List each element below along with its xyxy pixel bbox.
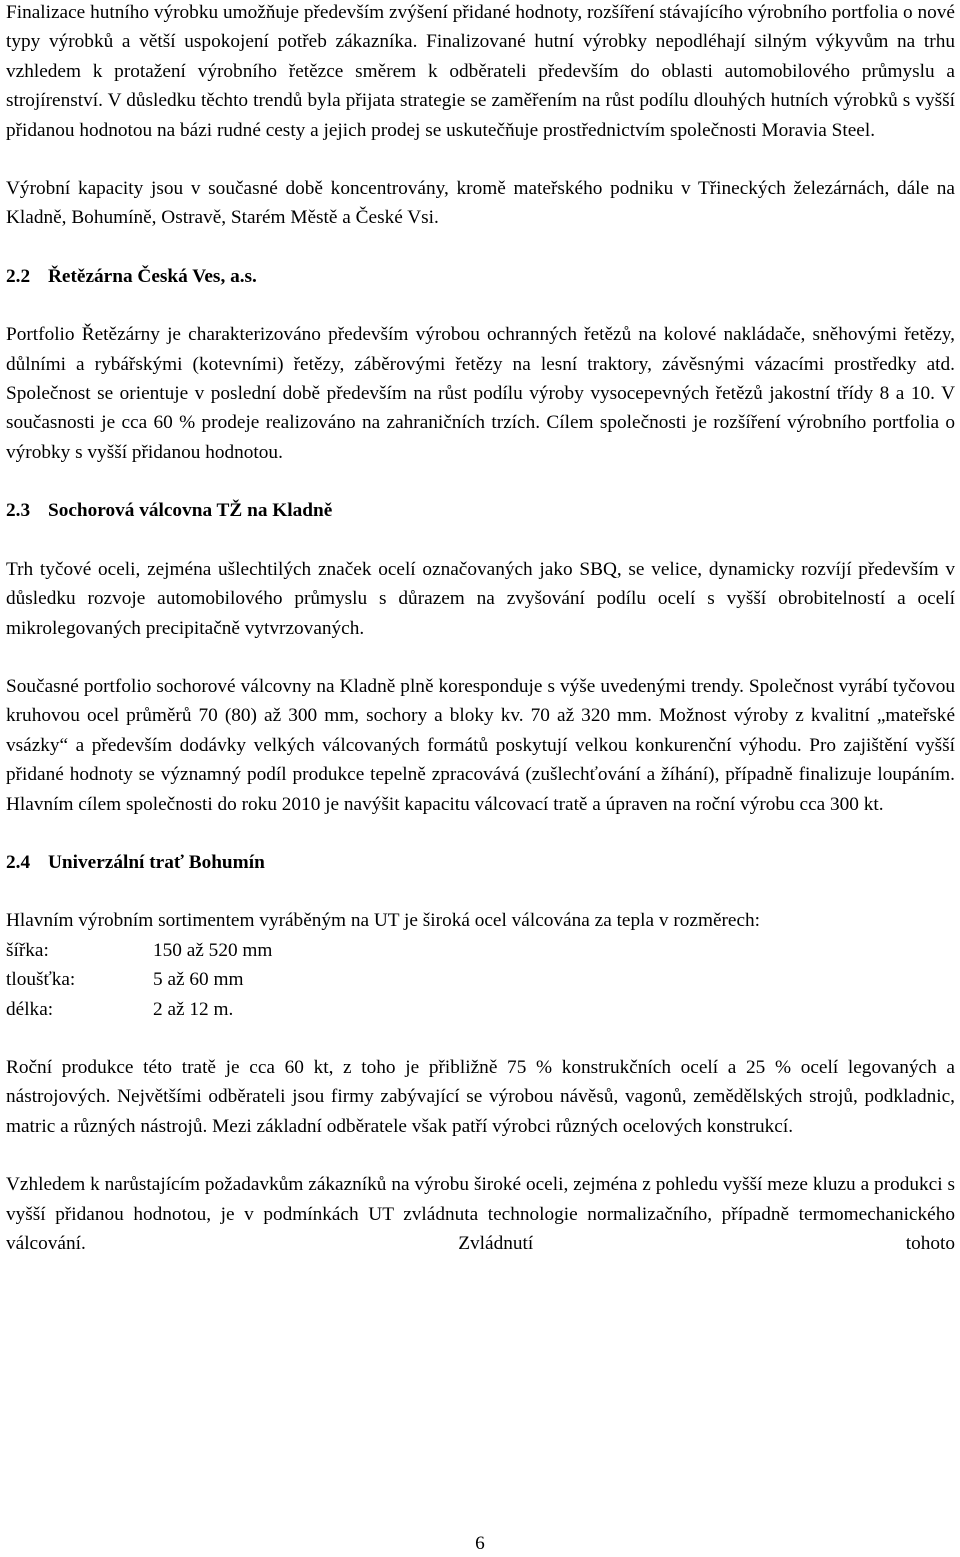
heading-section-2-4 [6,848,955,877]
dimensions-list [6,936,955,1024]
heading-title: Řetězárna Česká Ves, a.s. [48,265,257,287]
dimension-value: 5 až 60 mm [153,969,244,991]
dimension-label: šířka: [6,939,49,961]
paragraph-capacities: Výrobní kapacity jsou v současné době koncentrovány, kromě mateřského podniku v Třineckých železárnách, dále na Kladně, Bohumíně, Ostravě, Starém Městě a České Vsi. [6,178,955,229]
paragraph-chain-portfolio: Portfolio Řetězárny je charakterizováno především výrobou ochranných řetězů na kolové nakládače, sněhovými řetězy, důlními a rybářskými (kotevními) řetězy, záběrovými řetězy na lesní traktory, závěsnými vázacími prostředky atd. Společnost se orientuje v poslední době především na růst podílu výroby vysocepevných řetězů jakostní třídy 8 a 10. V současnosti je cca 60 % prodeje realizováno na zahraničních trzích. Cílem společnosti je rozšíření výrobního portfolia o výrobky s vyšší přidanou hodnotou. [6,324,955,463]
paragraph-customer-requirements: Vzhledem k narůstajícím požadavkům zákazníků na výrobu široké oceli, zejména z pohledu vyšší meze kluzu a produkci s vyšší přidanou hodnotou, je v podmínkách UT zvládnuta technologie normalizačního, případně termomechanického válcování. Zvládnutí tohoto [6,1174,955,1254]
heading-number: 2.2 [6,265,31,287]
heading-section-2-2 [6,262,955,291]
paragraph-annual-production: Roční produkce této tratě je cca 60 kt, z toho je přibližně 75 % konstrukčních ocelí a 25 % ocelí legovaných a nástrojových. Největšími odběrateli jsou firmy zabývající se výrobou návěsů, vagonů, zemědělských strojů, podkladnic, matric a různých nástrojů. Mezi základní odběratele však patří výrobci různých ocelových konstrukcí. [6,1056,955,1137]
heading-title: Univerzální trať Bohumín [48,851,265,873]
document-page [6,0,955,1258]
heading-section-2-3 [6,496,955,525]
dimension-row-length [6,995,955,1024]
dimension-value: 150 až 520 mm [153,939,273,961]
paragraph-billet-mill-portfolio: Současné portfolio sochorové válcovny na Kladně plně koresponduje s výše uvedenými trendy. Společnost vyrábí tyčovou kruhovou ocel průměrů 70 (80) až 300 mm, sochory a bloky kv. 70 až 320 mm. Možnost výroby z kvalitní „mateřské vsázky“ a především dodávky velkých válcovaných formátů poskytují velkou konkurenční výhodu. Pro zajištění vyšší přidané hodnoty se významný podíl produkce tepelně zpracovává (zušlechťování a žíhání), případně finalizuje loupáním. Hlavním cílem společnosti do roku 2010 je navýšit kapacitu válcovací tratě a úpraven na roční výrobu cca 300 kt. [6,675,955,815]
heading-number: 2.4 [6,851,31,873]
dimension-label: tloušťka: [6,969,76,991]
paragraph-bar-steel-market: Trh tyčové oceli, zejména ušlechtilých značek ocelí označovaných jako SBQ, se velice, dynamicky rozvíjí především v důsledku rozvoje automobilového průmyslu s důrazem na zvyšování podílu ocelí s vyšší obrobitelností a ocelí mikrolegovaných precipitačně vytvrzovaných. [6,558,955,639]
paragraph-finalization: Finalizace hutního výrobku umožňuje především zvýšení přidané hodnoty, rozšíření stávajícího výrobního portfolia o nové typy výrobků a větší uspokojení potřeb zákazníka. Finalizované hutní výrobky nepodléhají silným výkyvům na trhu vzhledem k protažení výrobního řetězce směrem k odběrateli především do oblasti automobilového průmyslu a strojírenství. V důsledku těchto trendů byla přijata strategie se zaměřením na růst podílu dlouhých hutních výrobků s vyšší přidanou hodnotou na bázi rudné cesty a jejich prodej se uskutečňuje prostřednictvím společnosti Moravia Steel. [6,2,955,141]
heading-title: Sochorová válcovna TŽ na Kladně [48,500,333,522]
dimension-row-thickness [6,965,955,994]
heading-number: 2.3 [6,500,31,522]
dimension-value: 2 až 12 m. [153,998,234,1020]
paragraph-main-assortment: Hlavním výrobním sortimentem vyráběným na UT je široká ocel válcována za tepla v rozměrech: [6,910,761,932]
dimension-row-width [6,936,955,965]
dimension-label: délka: [6,998,54,1020]
page-number: 6 [475,1533,485,1554]
